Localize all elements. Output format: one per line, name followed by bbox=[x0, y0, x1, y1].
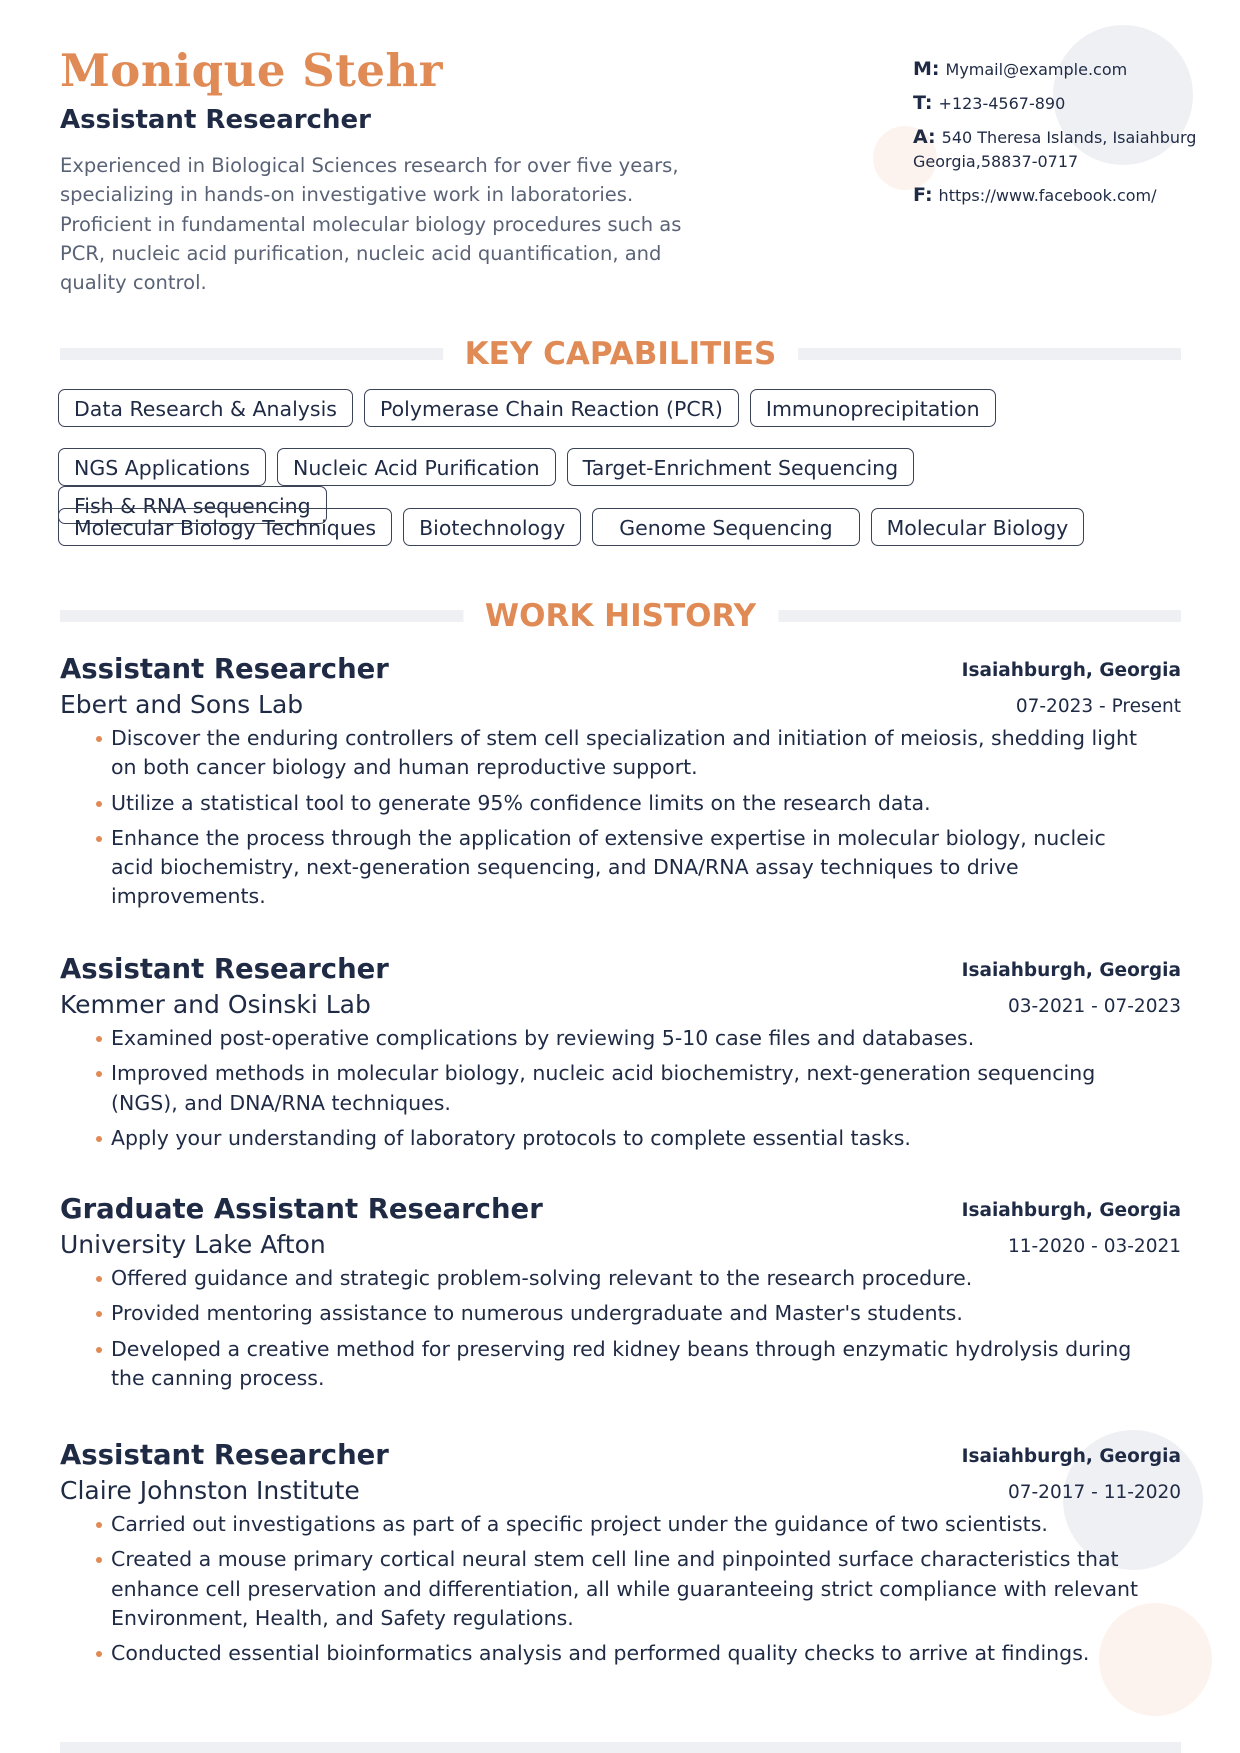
profile-summary: Experienced in Biological Sciences research for over five years, specializing in hands-on investigative work in laboratories. Proficient in fundamental molecular biology procedures such as PCR, nucleic acid purification, nucleic acid quantification, and quality control. bbox=[60, 154, 682, 295]
job-bullets bbox=[96, 724, 1146, 918]
section-key-capabilities bbox=[60, 334, 1181, 374]
job-location: Isaiahburgh, Georgia bbox=[961, 960, 1181, 981]
capability-chip: Biotechnology bbox=[403, 508, 581, 546]
job-bullet: Enhance the process through the application of extensive expertise in molecular biology, nucleic acid biochemistry, next-generation sequencing, and DNA/RNA assay techniques to drive improvements. bbox=[96, 824, 1146, 912]
job-bullet: Discover the enduring controllers of stem cell specialization and initiation of meiosis, shedding light on both cancer biology and human reproductive support. bbox=[96, 724, 1146, 783]
job-bullets bbox=[96, 1510, 1146, 1674]
job-bullet: Carried out investigations as part of a specific project under the guidance of two scientists. bbox=[96, 1510, 1146, 1539]
capability-chip: NGS Applications bbox=[58, 448, 266, 486]
capability-chip: Genome Sequencing bbox=[592, 508, 859, 546]
job-title: Assistant Researcher bbox=[60, 653, 389, 685]
contact-phone-value: +123-4567-890 bbox=[938, 94, 1066, 113]
contact-facebook bbox=[913, 183, 1213, 208]
job-bullet: Created a mouse primary cortical neural stem cell line and pinpointed surface characteristics that enhance cell preservation and differentiation, all while guaranteeing strict compliance with relevant Environment, Health, and Safety regulations. bbox=[96, 1545, 1146, 1633]
footer-divider bbox=[60, 1742, 1181, 1753]
job-location: Isaiahburgh, Georgia bbox=[961, 1446, 1181, 1467]
capability-chip: Molecular Biology bbox=[871, 508, 1085, 546]
contact-email bbox=[913, 57, 1213, 82]
job-title: Graduate Assistant Researcher bbox=[60, 1193, 543, 1225]
job-bullets bbox=[96, 1024, 1146, 1159]
section-heading: KEY CAPABILITIES bbox=[443, 334, 799, 374]
contact-email-value[interactable]: Mymail@example.com bbox=[945, 60, 1128, 79]
capability-chip: Target-Enrichment Sequencing bbox=[567, 448, 915, 486]
job-company: Kemmer and Osinski Lab bbox=[60, 990, 371, 1019]
job-title: Assistant Researcher bbox=[60, 1439, 389, 1471]
contact-phone-key: T: bbox=[913, 92, 933, 114]
section-work-history bbox=[60, 596, 1181, 636]
job-bullet: Apply your understanding of laboratory protocols to complete essential tasks. bbox=[96, 1124, 1146, 1153]
job-bullet: Offered guidance and strategic problem-solving relevant to the research procedure. bbox=[96, 1264, 1146, 1293]
candidate-name: Monique Stehr bbox=[60, 44, 443, 97]
job-bullet: Developed a creative method for preserving red kidney beans through enzymatic hydrolysis during the canning process. bbox=[96, 1335, 1146, 1394]
contact-address-key: A: bbox=[913, 126, 936, 148]
job-location: Isaiahburgh, Georgia bbox=[961, 1200, 1181, 1221]
contact-email-key: M: bbox=[913, 58, 940, 80]
job-title: Assistant Researcher bbox=[60, 953, 389, 985]
capabilities-row bbox=[58, 389, 1198, 427]
capability-chip: Nucleic Acid Purification bbox=[277, 448, 556, 486]
candidate-title: Assistant Researcher bbox=[60, 105, 371, 135]
job-company: Claire Johnston Institute bbox=[60, 1476, 360, 1505]
job-bullets bbox=[96, 1264, 1146, 1399]
job-company: University Lake Afton bbox=[60, 1230, 326, 1259]
contact-facebook-link[interactable]: https://www.facebook.com/ bbox=[938, 186, 1157, 205]
job-company: Ebert and Sons Lab bbox=[60, 690, 304, 719]
contact-facebook-key: F: bbox=[913, 184, 933, 206]
contact-address-line1: 540 Theresa Islands, Isaiahburg bbox=[941, 128, 1197, 147]
section-heading: WORK HISTORY bbox=[463, 596, 778, 636]
contact-phone bbox=[913, 91, 1213, 116]
capability-chip: Immunoprecipitation bbox=[750, 389, 996, 427]
job-bullet: Conducted essential bioinformatics analysis and performed quality checks to arrive at findings. bbox=[96, 1639, 1146, 1668]
capability-chip: Molecular Biology Techniques bbox=[58, 508, 392, 546]
job-bullet: Utilize a statistical tool to generate 95% confidence limits on the research data. bbox=[96, 789, 1146, 818]
job-dates: 11-2020 - 03-2021 bbox=[1007, 1236, 1181, 1257]
contact-address bbox=[913, 125, 1213, 174]
contact-address-line2: Georgia,58837-0717 bbox=[913, 152, 1079, 171]
job-bullet: Examined post-operative complications by reviewing 5-10 case files and databases. bbox=[96, 1024, 1146, 1053]
job-dates: 07-2017 - 11-2020 bbox=[1007, 1482, 1181, 1503]
contact-block bbox=[913, 57, 1213, 217]
job-dates: 03-2021 - 07-2023 bbox=[1007, 996, 1181, 1017]
capability-chip: Fish & RNA sequencing bbox=[58, 486, 327, 524]
capability-chip: Polymerase Chain Reaction (PCR) bbox=[364, 389, 739, 427]
job-location: Isaiahburgh, Georgia bbox=[961, 660, 1181, 681]
job-dates: 07-2023 - Present bbox=[1015, 696, 1181, 717]
capability-chip: Data Research & Analysis bbox=[58, 389, 353, 427]
job-bullet: Improved methods in molecular biology, nucleic acid biochemistry, next-generation sequencing (NGS), and DNA/RNA techniques. bbox=[96, 1059, 1146, 1118]
capabilities-row bbox=[58, 508, 1198, 546]
job-bullet: Provided mentoring assistance to numerous undergraduate and Master's students. bbox=[96, 1299, 1146, 1328]
